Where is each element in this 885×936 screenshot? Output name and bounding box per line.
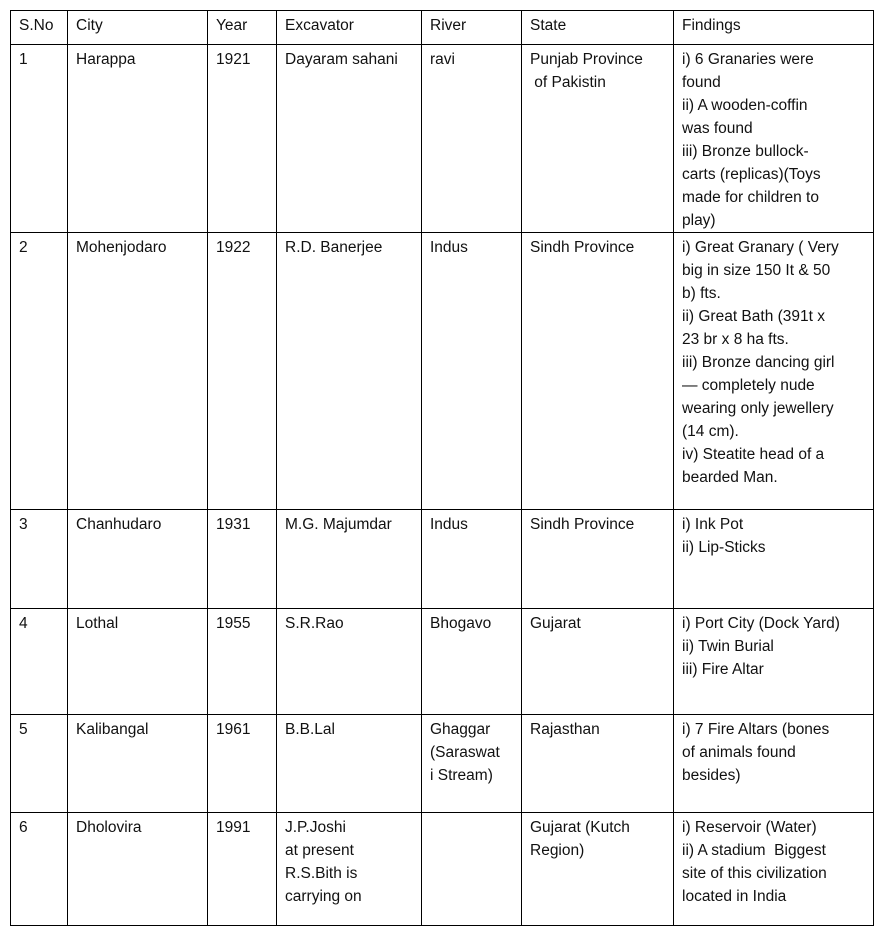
header-state: State — [522, 11, 674, 45]
header-excavator: Excavator — [277, 11, 422, 45]
table-row — [11, 510, 874, 609]
header-findings: Findings — [674, 11, 874, 45]
cell-findings: i) Port City (Dock Yard) ii) Twin Burial iii) Fire Altar — [674, 609, 874, 715]
cell-city: Dholovira — [68, 813, 208, 926]
cell-sno: 6 — [11, 813, 68, 926]
cell-river: Indus — [422, 233, 522, 510]
table-row — [11, 715, 874, 813]
table-row — [11, 233, 874, 510]
cell-excavator: R.D. Banerjee — [277, 233, 422, 510]
cell-findings: i) 7 Fire Altars (bones of animals found besides) — [674, 715, 874, 813]
cell-excavator: B.B.Lal — [277, 715, 422, 813]
header-sno: S.No — [11, 11, 68, 45]
cell-state: Rajasthan — [522, 715, 674, 813]
cell-city: Harappa — [68, 45, 208, 233]
cell-state: Gujarat — [522, 609, 674, 715]
cell-year: 1991 — [208, 813, 277, 926]
table-row — [11, 45, 874, 233]
cell-year: 1931 — [208, 510, 277, 609]
cell-sno: 3 — [11, 510, 68, 609]
cell-sno: 4 — [11, 609, 68, 715]
cell-sno: 5 — [11, 715, 68, 813]
harappan-sites-table — [10, 10, 874, 926]
cell-river: Indus — [422, 510, 522, 609]
cell-city: Chanhudaro — [68, 510, 208, 609]
cell-year: 1955 — [208, 609, 277, 715]
header-year: Year — [208, 11, 277, 45]
cell-findings: i) Ink Pot ii) Lip-Sticks — [674, 510, 874, 609]
cell-findings: i) Reservoir (Water) ii) A stadium Biggest site of this civilization located in India — [674, 813, 874, 926]
cell-sno: 2 — [11, 233, 68, 510]
table-row — [11, 609, 874, 715]
cell-state: Punjab Province of Pakistin — [522, 45, 674, 233]
cell-state: Sindh Province — [522, 233, 674, 510]
header-city: City — [68, 11, 208, 45]
cell-city: Mohenjodaro — [68, 233, 208, 510]
cell-year: 1922 — [208, 233, 277, 510]
cell-state: Gujarat (Kutch Region) — [522, 813, 674, 926]
cell-excavator: S.R.Rao — [277, 609, 422, 715]
cell-excavator: M.G. Majumdar — [277, 510, 422, 609]
cell-river: ravi — [422, 45, 522, 233]
cell-excavator: J.P.Joshi at present R.S.Bith is carrying on — [277, 813, 422, 926]
cell-state: Sindh Province — [522, 510, 674, 609]
cell-findings: i) Great Granary ( Very big in size 150 It & 50 b) fts. ii) Great Bath (391t x 23 br x 8 ha fts. iii) Bronze dancing girl — completely nude wearing only jewellery (14 cm). iv) Steatite head of a bearded Man. — [674, 233, 874, 510]
cell-river — [422, 813, 522, 926]
cell-sno: 1 — [11, 45, 68, 233]
cell-river: Ghaggar (Saraswat i Stream) — [422, 715, 522, 813]
table-row — [11, 813, 874, 926]
cell-city: Kalibangal — [68, 715, 208, 813]
cell-year: 1961 — [208, 715, 277, 813]
cell-city: Lothal — [68, 609, 208, 715]
header-row — [11, 11, 874, 45]
cell-excavator: Dayaram sahani — [277, 45, 422, 233]
cell-year: 1921 — [208, 45, 277, 233]
cell-findings: i) 6 Granaries were found ii) A wooden-coffin was found iii) Bronze bullock- carts (replicas)(Toys made for children to play) — [674, 45, 874, 233]
cell-river: Bhogavo — [422, 609, 522, 715]
header-river: River — [422, 11, 522, 45]
